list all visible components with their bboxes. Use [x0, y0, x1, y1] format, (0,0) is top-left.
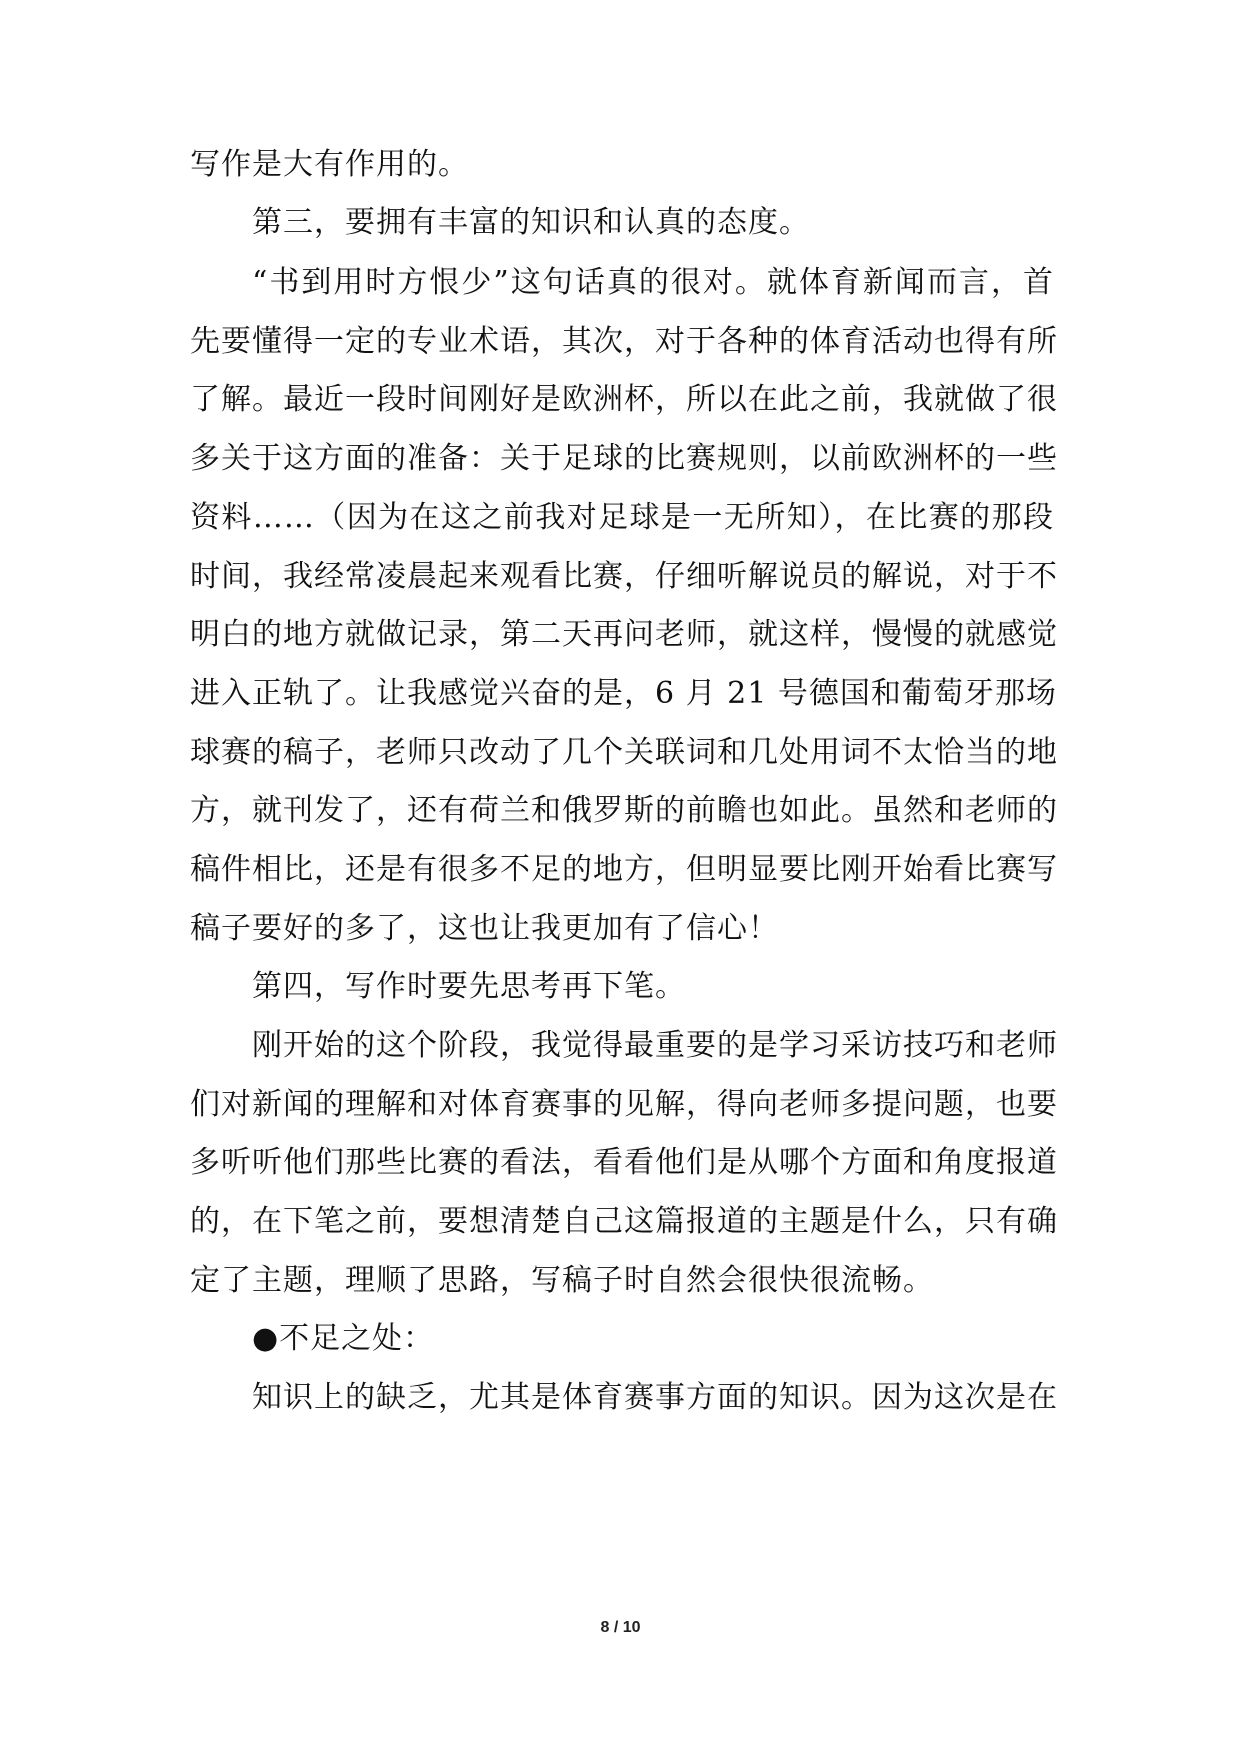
paragraph-line: 多听听他们那些比赛的看法，看看他们是从哪个方面和角度报道: [190, 1145, 1058, 1180]
paragraph-line: 稿件相比，还是有很多不足的地方，但明显要比刚开始看比赛写: [190, 852, 1058, 887]
paragraph-line: 资料……（因为在这之前我对足球是一无所知），在比赛的那段: [190, 500, 1054, 535]
section-heading: ●不足之处：: [252, 1321, 435, 1356]
paragraph-line: 写作是大有作用的。: [190, 147, 469, 182]
paragraph-line: 的，在下笔之前，要想清楚自己这篇报道的主题是什么，只有确: [190, 1204, 1058, 1239]
paragraph-line: 多关于这方面的准备：关于足球的比赛规则，以前欧洲杯的一些: [190, 441, 1058, 476]
paragraph-line: 球赛的稿子，老师只改动了几个关联词和几处用词不太恰当的地: [190, 735, 1058, 770]
paragraph-line: “书到用时方恨少”这句话真的很对。就体育新闻而言，首: [252, 265, 1054, 300]
paragraph-line: 们对新闻的理解和对体育赛事的见解，得向老师多提问题，也要: [190, 1087, 1058, 1122]
paragraph-line: 进入正轨了。让我感觉兴奋的是，6 月 21 号德国和葡萄牙那场: [190, 676, 1057, 711]
paragraph-line: 先要懂得一定的专业术语，其次，对于各种的体育活动也得有所: [190, 324, 1058, 359]
paragraph-line: 方，就刊发了，还有荷兰和俄罗斯的前瞻也如此。虽然和老师的: [190, 793, 1058, 828]
paragraph-line: 第三，要拥有丰富的知识和认真的态度。: [252, 205, 810, 240]
page-number: 8 / 10: [600, 1619, 641, 1636]
paragraph-line: 时间，我经常凌晨起来观看比赛，仔细听解说员的解说，对于不: [190, 559, 1058, 594]
paragraph-line: 了解。最近一段时间刚好是欧洲杯，所以在此之前，我就做了很: [190, 382, 1058, 417]
paragraph-line: 第四，写作时要先思考再下笔。: [252, 969, 686, 1004]
paragraph-line: 稿子要好的多了，这也让我更加有了信心！: [190, 911, 779, 946]
paragraph-line: 明白的地方就做记录，第二天再问老师，就这样，慢慢的就感觉: [190, 617, 1058, 652]
paragraph-line: 刚开始的这个阶段，我觉得最重要的是学习采访技巧和老师: [252, 1028, 1058, 1063]
paragraph-line: 定了主题，理顺了思路，写稿子时自然会很快很流畅。: [190, 1263, 934, 1298]
paragraph-line: 知识上的缺乏，尤其是体育赛事方面的知识。因为这次是在: [252, 1380, 1058, 1415]
